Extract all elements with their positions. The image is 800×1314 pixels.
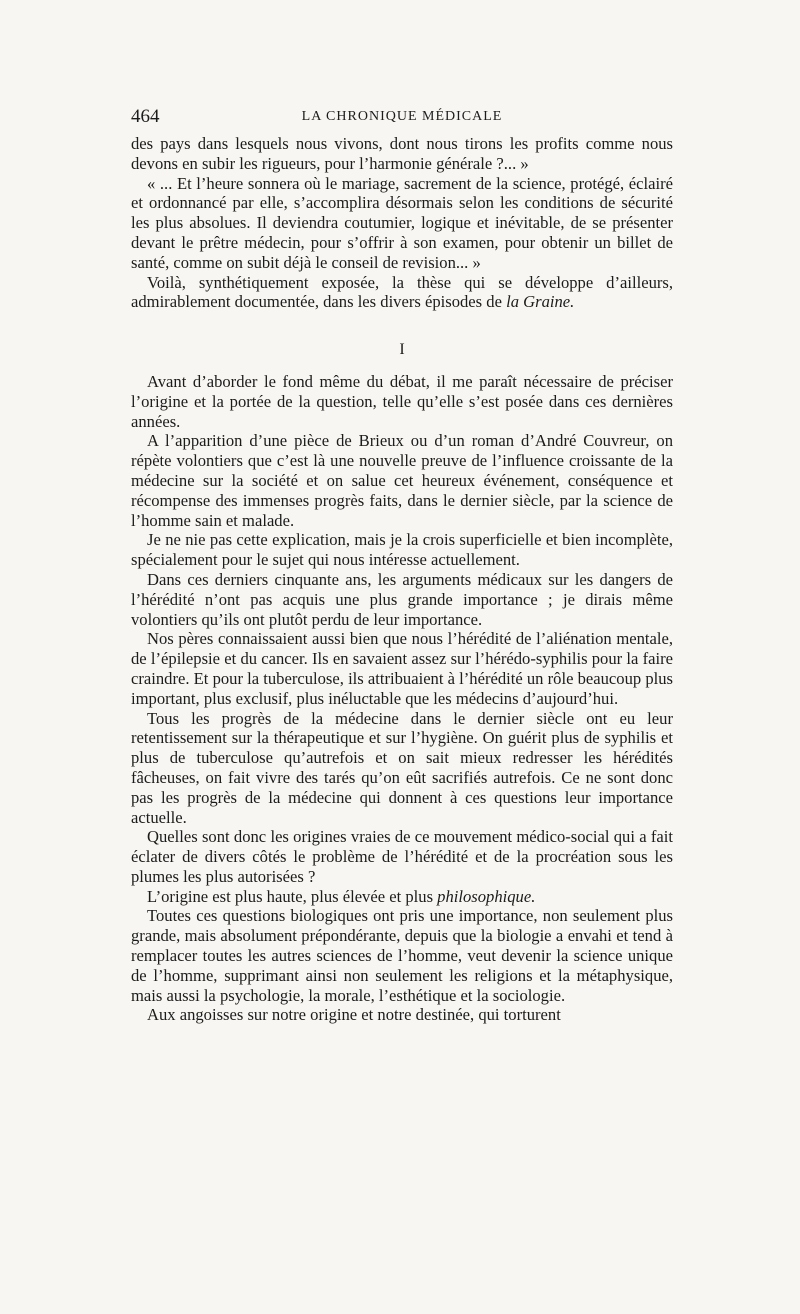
paragraph: Tous les progrès de la médecine dans le dernier siècle ont eu leur retentissement sur la thérapeutique et sur l’hygiène. On guérit plus de syphilis et plus de tuberculose qu’autrefois et on sait mieux redresser les hérédités fâcheuses, on fait vivre des tarés qu’on eût sacrifiés autrefois. Ce ne sont donc pas les progrès de la médecine qui donnent à ces questions leur importance actuelle.	[131, 708, 673, 827]
paragraph: Aux angoisses sur notre origine et notre destinée, qui torturent	[147, 1005, 561, 1025]
running-title: LA CHRONIQUE MÉDICALE	[301, 109, 503, 124]
paragraph: Je ne nie pas cette explication, mais je la crois superficielle et bien incomplète, spécialement pour le sujet qui nous intéresse actuellement.	[131, 530, 673, 570]
paragraph: Toutes ces questions biologiques ont pris une importance, non seulement plus grande, mais absolument prépondérante, depuis que la biologie a envahi et tend à remplacer toutes les autres sciences de l’homme, veut devenir la science unique de l’homme, supprimant ainsi non seulement les religions et la métaphysique, mais aussi la psychologie, la morale, l’esthétique et la sociologie.	[131, 906, 673, 1005]
body-text	[131, 134, 673, 1025]
page-header	[131, 106, 673, 128]
page-number: 464	[131, 106, 160, 127]
paragraph: Dans ces derniers cinquante ans, les arguments médicaux sur les dangers de l’hérédité n’ont pas acquis une plus grande importance ; je dirais même volontiers qu’ils ont plutôt perdu de leur importance.	[131, 569, 673, 629]
paragraph: Quelles sont donc les origines vraies de ce mouvement médico-social qui a fait éclater de divers côtés le problème de l’hérédité et de la procréation sous les plumes les plus autorisées ?	[131, 827, 673, 886]
paragraph: Nos pères connaissaient aussi bien que nous l’hérédité de l’aliénation mentale, de l’épilepsie et du cancer. Ils en savaient assez sur l’hérédo-syphilis pour la faire craindre. Et pour la tuberculose, ils attribuaient à l’hérédité un rôle beaucoup plus important, plus exclusif, plus inéluctable que les médecins d’aujourd’hui.	[131, 629, 673, 708]
paragraph: des pays dans lesquels nous vivons, dont nous tirons les profits comme nous devons en subir les rigueurs, pour l’harmonie générale ?... »	[131, 134, 673, 173]
paragraph: « ... Et l’heure sonnera où le mariage, sacrement de la science, protégé, éclairé et ordonnancé par elle, s’accomplira désormais selon les conditions de sécurité les plus absolues. Il deviendra coutumier, logique et inévitable, de se présenter devant le prêtre médecin, pour s’offrir à son examen, pour obtenir un billet de santé, comme on subit déjà le conseil de revision... »	[131, 173, 673, 272]
paragraph: L’origine est plus haute, plus élevée et plus philosophique.	[147, 886, 536, 906]
paragraph: Avant d’aborder le fond même du débat, il me paraît nécessaire de préciser l’origine et la portée de la question, telle qu’elle s’est posée dans ces dernières années.	[131, 371, 673, 431]
paragraph: Voilà, synthétiquement exposée, la thèse qui se développe d’ailleurs, admirablement documentée, dans les divers épisodes de la Graine.	[131, 272, 673, 312]
section-numeral: I	[399, 341, 405, 359]
paragraph: A l’apparition d’une pièce de Brieux ou d’un roman d’André Couvreur, on répète volontiers que c’est là une nouvelle preuve de l’influence croissante de la médecine sur la société et on salue cet heureux événement, conséquence et récompense des immenses progrès faits, dans le dernier siècle, par la science de l’homme sain et malade.	[131, 431, 673, 530]
